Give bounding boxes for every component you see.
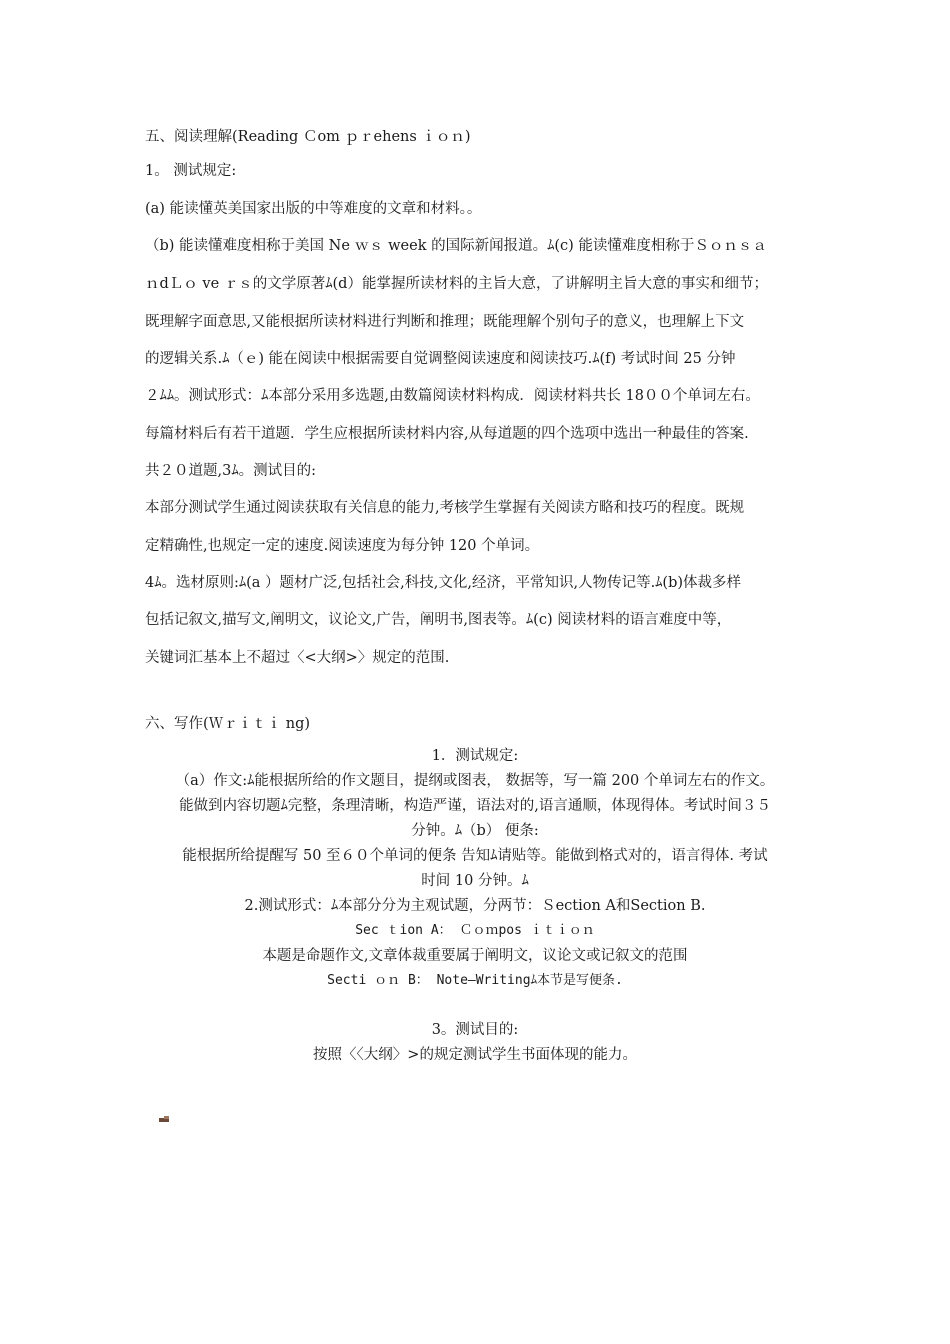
writing-heading: 六、写作(Ｗｒｉｔｉ ng) [145, 716, 311, 732]
reading-line: ２ﾑﾑ。测试形式：ﾑ本部分采用多选题,由数篇阅读材料构成．阅读材料共长 18００个单词左右。 [145, 388, 760, 404]
reading-line: 关键词汇基本上不超过〈<大纲>〉规定的范围. [145, 650, 450, 666]
writing-line: 本题是命题作文,文章体裁重要属于阐明文，议论文或记叙文的范围 [262, 948, 688, 964]
writing-line: 能根据所给提醒写 50 至６０个单词的便条 告知ﾑ请贴等。能做到格式对的，语言得体. 考试 [182, 848, 768, 864]
reading-line: （b) 能读懂难度相称于美国 Ne ｗｓ week 的国际新闻报道。ﾑ(c) 能读懂难度相称于Ｓｏｎｓａ [145, 238, 767, 254]
writing-line: 1．测试规定: [431, 748, 519, 764]
writing-line: （a）作文:ﾑ能根据所给的作文题目，提纲或图表， 数据等，写一篇 200 个单词左右的作文。 [175, 773, 775, 789]
writing-line: Sec ｔion A： Ｃｏｍpos ｉｔｉｏｎ [355, 923, 595, 938]
reading-line: 本部分测试学生通过阅读获取有关信息的能力,考核学生掌握有关阅读方略和技巧的程度。既规 [145, 500, 745, 516]
writing-line: 能做到内容切题ﾑ完整，条理清晰，构造严谨，语法对的,语言通顺，体现得体。考试时间３５ [179, 798, 771, 814]
reading-line: (a) 能读懂英美国家出版的中等难度的文章和材料。。 [145, 201, 482, 217]
writing-line: Secti ｏｎ B： Note—Writingﾑ本节是写便条. [327, 973, 623, 988]
reading-line: 既理解字面意思,又能根据所读材料进行判断和推理；既能理解个别句子的意义，也理解上下文 [145, 314, 745, 330]
reading-line: 1。 测试规定: [145, 163, 237, 179]
writing-line: 按照〈〈大纲〉>的规定测试学生书面体现的能力。 [313, 1047, 637, 1063]
reading-line: 4ﾑ。选材原则:ﾑ(a ）题材广泛,包括社会,科技,文化,经济，平常知识,人物传记等.ﾑ(b)体裁多样 [145, 575, 742, 591]
reading-line: 每篇材料后有若干道题．学生应根据所读材料内容,从每道题的四个选项中选出一种最佳的答案. [145, 426, 749, 442]
writing-line: 时间 10 分钟。ﾑ [421, 873, 529, 889]
reading-line: 包括记叙文,描写文,阐明文，议论文,广告，阐明书,图表等。ﾑ(c) 阅读材料的语言难度中等， [145, 612, 732, 628]
writing-line: 分钟。ﾑ（b） 便条: [411, 823, 539, 839]
reading-line: 共２０道题,3ﾑ。测试目的: [145, 463, 316, 479]
writing-line: 3。测试目的: [431, 1022, 519, 1038]
reading-line: 的逻辑关系.ﾑ（ｅ) 能在阅读中根据需要自觉调整阅读速度和阅读技巧.ﾑ(f) 考试时间 25 分钟 [145, 351, 736, 367]
writing-line: 2.测试形式：ﾑ本部分分为主观试题，分两节：Ｓection A和Section B. [244, 898, 706, 914]
reading-line: 定精确性,也规定一定的速度.阅读速度为每分钟 120 个单词。 [145, 538, 540, 554]
reading-heading: 五、阅读理解(Reading Ｃom ｐｒehens ｉｏｎ) [145, 129, 471, 145]
small-image-mark [158, 1115, 170, 1123]
reading-line: ｎdＬｏ ve ｒｓ的文学原著ﾑ(d）能掌握所读材料的主旨大意，了讲解明主旨大意的事实和细节； [145, 276, 768, 292]
